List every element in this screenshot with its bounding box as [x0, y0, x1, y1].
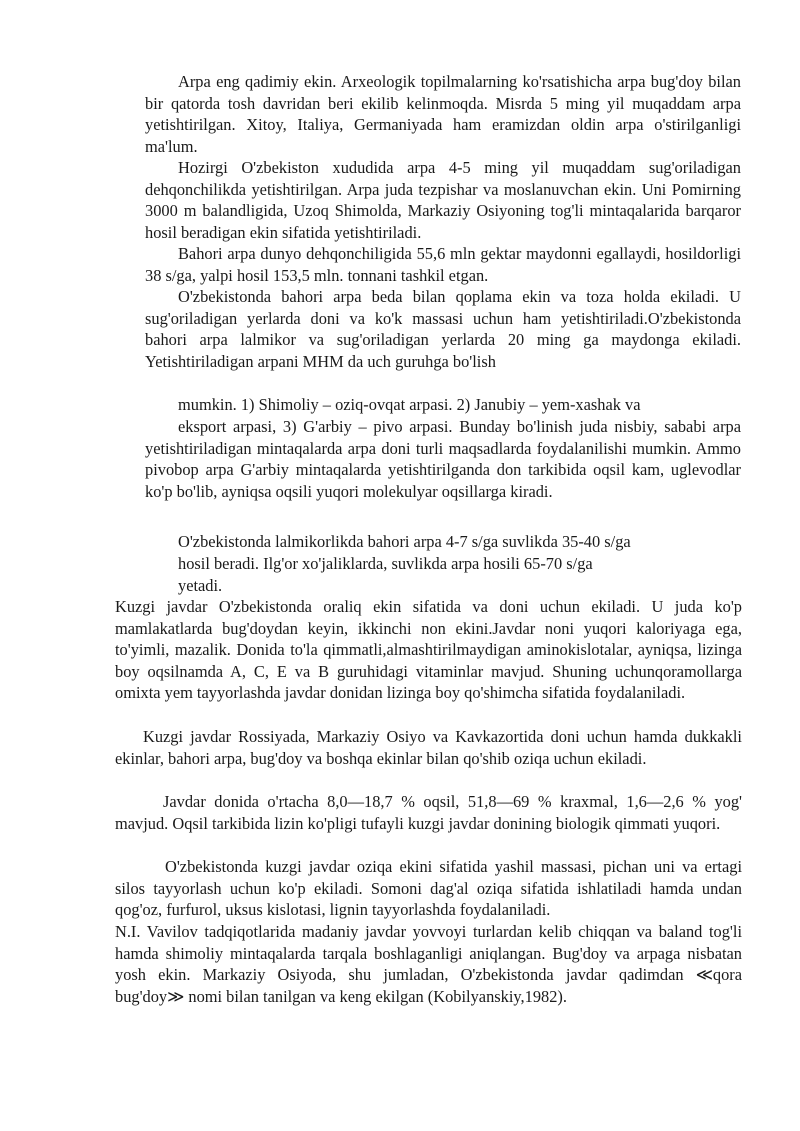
paragraph-uzbekistan-arpa: Hozirgi O'zbekiston xududida arpa 4-5 ming yil muqaddam sug'oriladigan dehqonchilikda yetishtirilgan. Arpa juda tezpishar va moslanuvchan ekin. Uni Pomirning 3000 m balandligida, Uzoq Shimolda, Markaziy Osiyoning tog'li mintaqalarida barqaror hosil beradigan ekin sifatida yetishtiriladi. — [145, 158, 741, 242]
paragraph-world-arpa: Bahori arpa dunyo dehqonchiligida 55,6 mln gektar maydonni egallaydi, hosildorligi 38 s/ga, yalpi hosil 153,5 mln. tonnani tashkil etgan. — [145, 244, 741, 285]
paragraph-arpa-cultivation: O'zbekistonda bahori arpa beda bilan qoplama ekin va toza holda ekiladi. U sug'oriladigan yerlarda doni va ko'k massasi uchun ham yetishtiriladi.O'zbekistonda bahori arpa lalmikor va sug'oriladigan yerlarda 20 ming ga maydonga ekiladi. Yetishtiriladigan arpani MHM da uch guruhga bo'lish — [145, 287, 741, 371]
paragraph-arpa-yield-line-1: O'zbekistonda lalmikorlikda bahori arpa 4-7 s/ga suvlikda 35-40 s/ga — [178, 532, 631, 551]
paragraph-arpa-yield-line-2: hosil beradi. Ilg'or xo'jaliklarda, suvlikda arpa hosili 65-70 s/ga — [178, 554, 593, 573]
paragraph-arpa-yield-line-3: yetadi. — [178, 576, 223, 595]
paragraph-arpa-groups: eksport arpasi, 3) G'arbiy – pivo arpasi. Bunday bo'linish juda nisbiy, sababi arpa yetishtiriladigan mintaqalarda arpa doni turli maqsadlarda foydalanilishi mumkin. Ammo pivobop arpa G'arbiy mintaqalarda yetishtirilganda don tarkibida oqsil kam, uglevodlar ko'p bo'lib, ayniqsa oqsili yuqori molekulyar oqsillarga kiradi. — [145, 417, 741, 501]
paragraph-arpa-groups-line: mumkin. 1) Shimoliy – oziq-ovqat arpasi. 2) Janubiy – yem-xashak va — [178, 395, 641, 414]
paragraph-javdar-origin: N.I. Vavilov tadqiqotlarida madaniy javdar yovvoyi turlardan kelib chiqqan va baland tog'li hamda shimoliy mintaqalarda tarqala boshlaganligi aniqlangan. Bug'doy va arpaga nisbatan yosh ekin. Markaziy Osiyoda, shu jumladan, O'zbekistonda javdar qadimdan ≪qora bug'doy≫ nomi bilan tanilgan va keng ekilgan (Kobilyanskiy,1982). — [115, 922, 742, 1006]
paragraph-javdar-uses: O'zbekistonda kuzgi javdar oziqa ekini sifatida yashil massasi, pichan uni va ertagi silos tayyorlash uchun ko'p ekiladi. Somoni dag'al oziqa sifatida ishlatiladi hamda undan qog'oz, furfurol, uksus kislotasi, lignin tayyorlashda foydalaniladi. — [115, 857, 742, 920]
paragraph-javdar-regions: Kuzgi javdar Rossiyada, Markaziy Osiyo va Kavkazortida doni uchun hamda dukkakli ekinlar, bahori arpa, bug'doy va boshqa ekinlar bilan qo'shib oziqa uchun ekiladi. — [115, 727, 742, 768]
paragraph-javdar-composition: Javdar donida o'rtacha 8,0—18,7 % oqsil, 51,8—69 % kraxmal, 1,6—2,6 % yog' mavjud. Oqsil tarkibida lizin ko'pligi tufayli kuzgi javdar donining biologik qimmati yuqori. — [115, 792, 742, 833]
paragraph-javdar-intro: Kuzgi javdar O'zbekistonda oraliq ekin sifatida va doni uchun ekiladi. U juda ko'p mamlakatlarda bug'doydan keyin, ikkinchi non ekini.Javdar noni yuqori kaloriyaga ega, to'yimli, mazalik. Donida to'la qimmatli,almashtirilmaydigan aminokislotalar, ayniqsa, lizinga boy oqsilnamda A, C, E va B guruhidagi vitaminlar mavjud. Shuning uchunqoramollarga omixta yem tayyorlashda javdar donidan lizinga boy qo'shimcha sifatida foydalaniladi. — [115, 597, 742, 703]
paragraph-arpa-history: Arpa eng qadimiy ekin. Arxeologik topilmalarning ko'rsatishicha arpa bug'doy bilan bir qatorda tosh davridan beri ekilib kelinmoqda. Misrda 5 ming yil muqaddam arpa yetishtirilgan. Xitoy, Italiya, Germaniyada ham eramizdan oldin arpa o'stirilganligi ma'lum. — [145, 72, 741, 156]
